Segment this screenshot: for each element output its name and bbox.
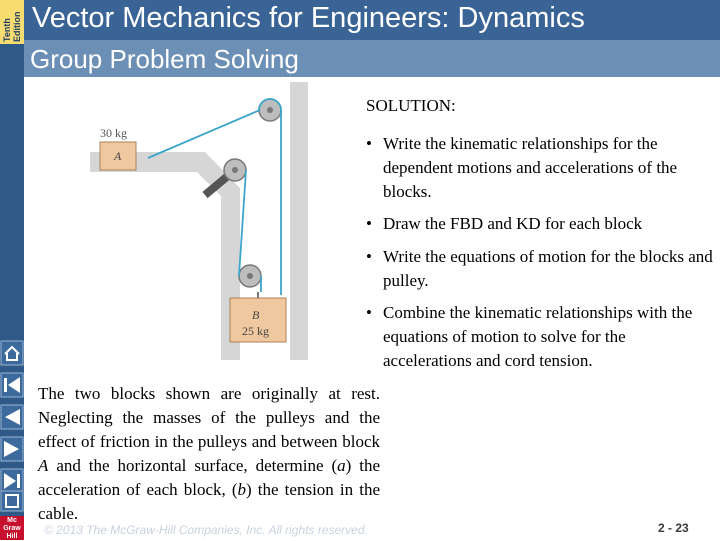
vertical-wall xyxy=(290,82,308,360)
problem-part-b: b xyxy=(237,480,247,499)
solution-step: • Combine the kinematic relationships with the equations of motion to solve for the accelerations and cord tension. xyxy=(366,301,716,373)
page-number: 2 - 23 xyxy=(658,521,689,535)
problem-text: ) the acceleration of each block, ( xyxy=(38,456,380,499)
block-b-label: B xyxy=(252,308,260,322)
first-slide-icon[interactable] xyxy=(0,372,24,398)
edition-badge xyxy=(0,0,24,44)
copyright-notice: © 2013 The McGraw-Hill Companies, Inc. All rights reserved. xyxy=(44,523,368,537)
block-a-label: A xyxy=(114,149,122,163)
problem-block-a: A xyxy=(38,456,49,475)
problem-figure xyxy=(90,80,370,360)
block-b-mass-label: 25 kg xyxy=(242,324,269,338)
problem-text: The two blocks shown are originally at rest. Neglecting the masses of the pulleys and the effect of friction in the pulleys and between block xyxy=(38,384,380,451)
solution-heading: SOLUTION: xyxy=(366,96,456,115)
exit-icon[interactable] xyxy=(0,490,24,512)
solution-step: • Draw the FBD and KD for each block xyxy=(366,212,716,236)
subheader-bar xyxy=(24,40,720,77)
cable xyxy=(148,110,260,158)
header-bar xyxy=(24,0,720,40)
mcgraw-hill-logo: Mc Graw Hill xyxy=(0,516,24,540)
problem-text: ) the tension in the cable. xyxy=(38,480,380,523)
solution-step: • Write the kinematic relationships for the dependent motions and accelerations of the blocks. xyxy=(366,132,716,204)
next-slide-icon[interactable] xyxy=(0,436,24,462)
solution-step: • Write the equations of motion for the blocks and pulley. xyxy=(366,245,716,293)
problem-statement xyxy=(38,382,380,526)
home-icon[interactable] xyxy=(0,340,24,366)
previous-slide-icon[interactable] xyxy=(0,404,24,430)
problem-part-a: a xyxy=(337,456,346,475)
problem-text: and the horizontal surface, determine ( xyxy=(48,456,338,475)
block-a-mass-label: 30 kg xyxy=(100,126,127,140)
section-title: Group Problem Solving xyxy=(30,44,299,74)
edition-label: Tenth Edition xyxy=(2,11,22,42)
page-title: Vector Mechanics for Engineers: Dynamics xyxy=(32,2,585,34)
solution-panel xyxy=(366,94,716,381)
